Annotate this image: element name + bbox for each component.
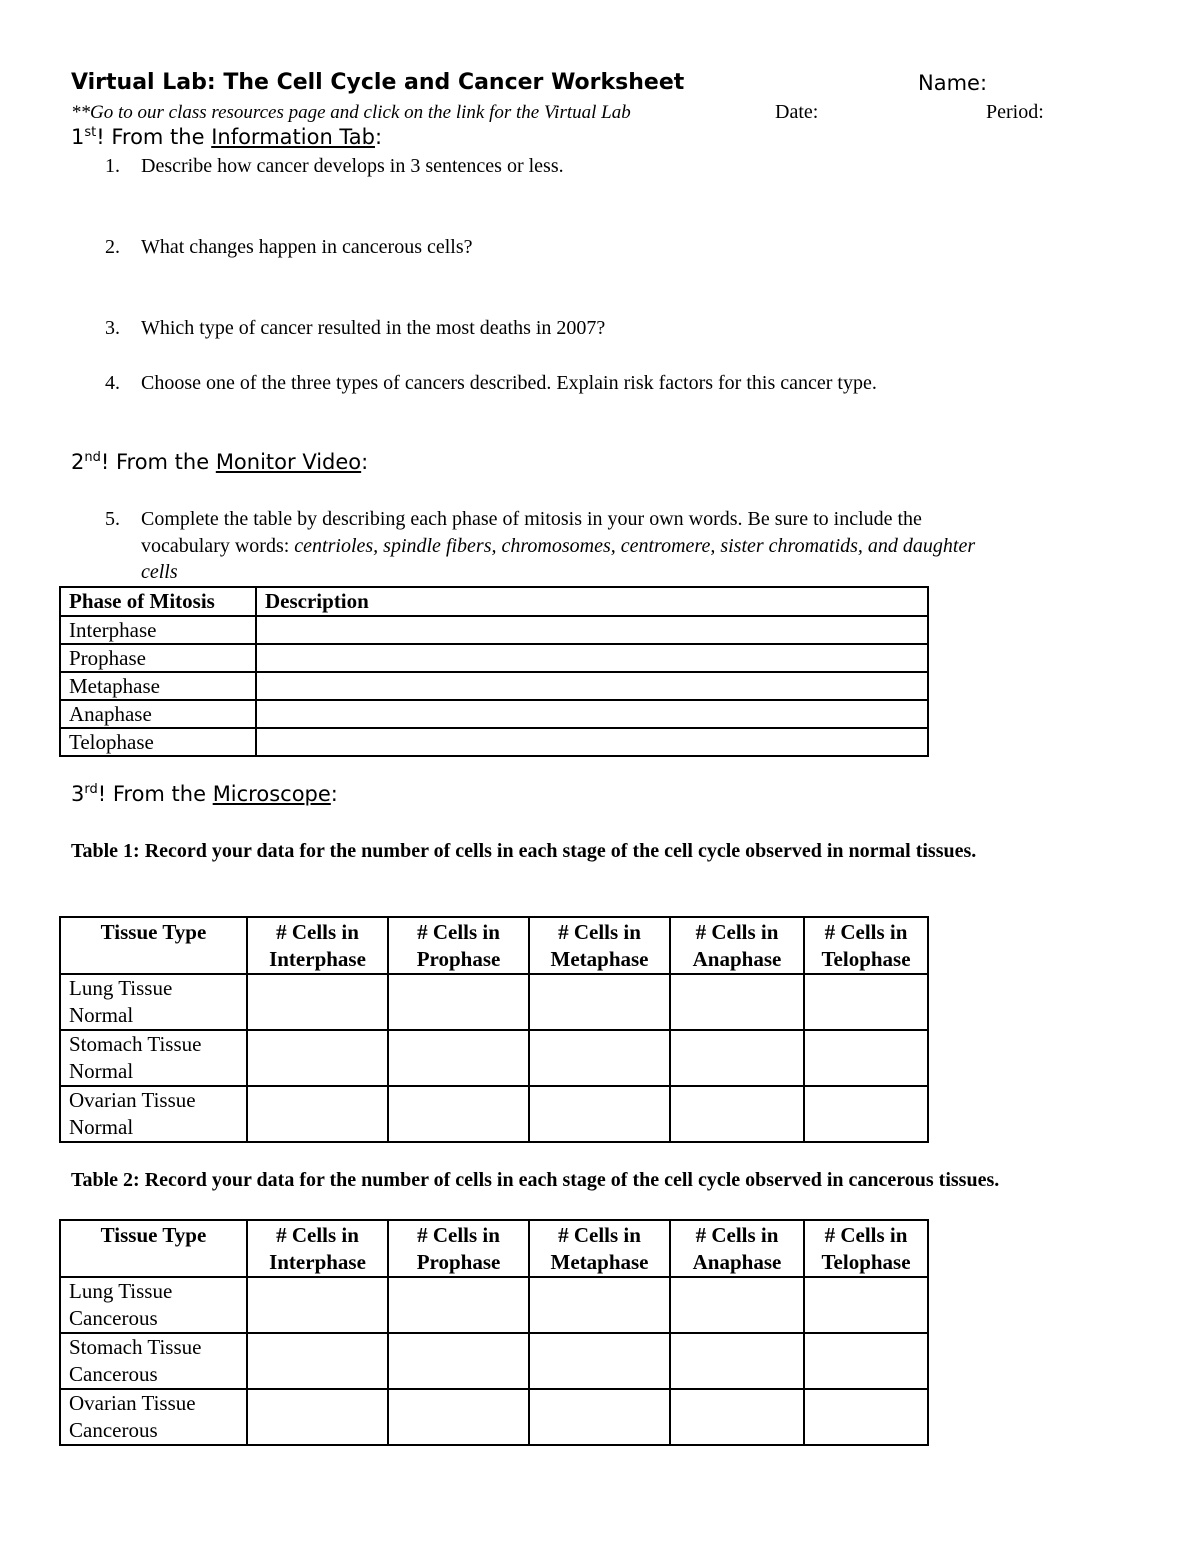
table-row	[60, 644, 928, 672]
date-label: Date:	[775, 101, 819, 123]
question-number: 1.	[105, 155, 120, 177]
table-row	[60, 974, 928, 1030]
question-text-line-3: cells	[141, 561, 178, 583]
header-line: Tissue Type	[100, 920, 207, 944]
section-prefix: ! From the	[97, 782, 213, 806]
column-header	[670, 917, 804, 974]
mitosis-table	[59, 586, 929, 757]
section-ordinal: nd	[84, 450, 101, 465]
data-cell[interactable]	[670, 1086, 804, 1142]
question-text-line-2	[141, 535, 975, 558]
tissue-name: Stomach Tissue	[69, 1335, 202, 1359]
phase-cell: Prophase	[60, 644, 256, 672]
table-header-row	[60, 1220, 928, 1277]
tissue-cell	[60, 1333, 247, 1389]
section-source-information-tab: Information Tab	[211, 125, 375, 149]
header-line: # Cells in	[417, 920, 500, 944]
tissue-condition: Cancerous	[69, 1418, 158, 1442]
tissue-name: Lung Tissue	[69, 976, 173, 1000]
data-cell[interactable]	[529, 1086, 670, 1142]
table-row	[60, 700, 928, 728]
description-cell[interactable]	[256, 644, 928, 672]
column-header	[529, 917, 670, 974]
data-cell[interactable]	[670, 1277, 804, 1333]
header-line: Prophase	[416, 947, 501, 971]
tissue-condition: Cancerous	[69, 1362, 158, 1386]
header-line: # Cells in	[558, 1223, 641, 1247]
header-line: # Cells in	[417, 1223, 500, 1247]
tissue-name: Ovarian Tissue	[69, 1391, 196, 1415]
data-cell[interactable]	[804, 1333, 928, 1389]
table-row	[60, 1333, 928, 1389]
column-header	[529, 1220, 670, 1277]
section-colon: :	[374, 125, 383, 149]
phase-cell: Telophase	[60, 728, 256, 756]
name-label: Name:	[918, 71, 988, 95]
tissue-cell	[60, 1086, 247, 1142]
data-cell[interactable]	[804, 1086, 928, 1142]
data-cell[interactable]	[670, 1389, 804, 1445]
header-line: Interphase	[269, 947, 366, 971]
description-cell[interactable]	[256, 700, 928, 728]
section-heading-1	[71, 125, 382, 149]
data-cell[interactable]	[804, 1030, 928, 1086]
section-ordinal: st	[84, 125, 97, 140]
data-cell[interactable]	[388, 1389, 529, 1445]
vocab-words: centrioles, spindle fibers, chromosomes, centromere, sister chromatids, and daughter	[294, 535, 976, 557]
question-text: Describe how cancer develops in 3 sentences or less.	[141, 155, 564, 177]
vocab-intro: vocabulary words:	[141, 535, 295, 557]
question-number: 5.	[105, 508, 120, 530]
data-cell[interactable]	[247, 1030, 388, 1086]
column-header	[388, 917, 529, 974]
header-line: # Cells in	[276, 920, 359, 944]
header-line: Interphase	[269, 1250, 366, 1274]
period-label: Period:	[986, 101, 1044, 123]
header-line: Anaphase	[692, 1250, 782, 1274]
data-cell[interactable]	[388, 1333, 529, 1389]
data-cell[interactable]	[804, 974, 928, 1030]
description-cell[interactable]	[256, 616, 928, 644]
data-cell[interactable]	[247, 974, 388, 1030]
column-header	[247, 1220, 388, 1277]
data-cell[interactable]	[804, 1277, 928, 1333]
question-text: Choose one of the three types of cancers described. Explain risk factors for this cancer type.	[141, 372, 877, 394]
table-row	[60, 1277, 928, 1333]
section-number: 3	[71, 782, 85, 806]
phase-cell: Interphase	[60, 616, 256, 644]
column-header	[60, 1220, 247, 1277]
data-cell[interactable]	[247, 1389, 388, 1445]
header-line: # Cells in	[824, 920, 908, 944]
section-prefix: ! From the	[100, 450, 216, 474]
table-header-row	[60, 587, 928, 616]
data-cell[interactable]	[529, 974, 670, 1030]
question-number: 4.	[105, 372, 120, 394]
data-cell[interactable]	[529, 1030, 670, 1086]
question-number: 3.	[105, 317, 120, 339]
header-line: Anaphase	[692, 947, 782, 971]
data-cell[interactable]	[529, 1277, 670, 1333]
data-cell[interactable]	[388, 974, 529, 1030]
tissue-cell	[60, 1277, 247, 1333]
table-row	[60, 1086, 928, 1142]
header-line: Metaphase	[550, 947, 649, 971]
header-line: # Cells in	[824, 1223, 908, 1247]
column-header	[804, 917, 928, 974]
section-prefix: ! From the	[96, 125, 212, 149]
tissue-name: Ovarian Tissue	[69, 1088, 196, 1112]
table-2-caption: Table 2: Record your data for the number of cells in each stage of the cell cycle observed in cancerous tissues.	[71, 1169, 1000, 1191]
header-line: # Cells in	[558, 920, 641, 944]
section-number: 2	[71, 450, 85, 474]
tissue-condition: Normal	[69, 1003, 134, 1027]
table-1-caption: Table 1: Record your data for the number of cells in each stage of the cell cycle observed in normal tissues.	[71, 840, 977, 862]
tissue-name: Stomach Tissue	[69, 1032, 202, 1056]
page-title: Virtual Lab: The Cell Cycle and Cancer Worksheet	[71, 70, 685, 95]
header-line: Metaphase	[550, 1250, 649, 1274]
tissue-condition: Cancerous	[69, 1306, 158, 1330]
data-cell[interactable]	[529, 1333, 670, 1389]
section-number: 1	[71, 125, 85, 149]
question-text: Which type of cancer resulted in the most deaths in 2007?	[141, 317, 606, 339]
data-cell[interactable]	[670, 974, 804, 1030]
section-heading-2	[71, 450, 368, 474]
data-cell[interactable]	[247, 1333, 388, 1389]
data-cell[interactable]	[388, 1086, 529, 1142]
data-cell[interactable]	[804, 1389, 928, 1445]
tissue-condition: Normal	[69, 1115, 134, 1139]
table-row	[60, 672, 928, 700]
table-row	[60, 1389, 928, 1445]
section-colon: :	[361, 450, 369, 474]
header-line: Telophase	[821, 1250, 911, 1274]
column-header	[247, 917, 388, 974]
question-text-line-1: Complete the table by describing each phase of mitosis in your own words. Be sure to include the	[141, 508, 922, 530]
data-cell[interactable]	[529, 1389, 670, 1445]
column-header: Description	[256, 587, 928, 616]
tissue-name: Lung Tissue	[69, 1279, 173, 1303]
description-cell[interactable]	[256, 728, 928, 756]
table-2-cancerous-tissues	[59, 1219, 929, 1446]
question-text: What changes happen in cancerous cells?	[141, 236, 473, 258]
column-header	[60, 917, 247, 974]
data-cell[interactable]	[247, 1277, 388, 1333]
data-cell[interactable]	[388, 1030, 529, 1086]
table-row	[60, 728, 928, 756]
header-line: # Cells in	[276, 1223, 359, 1247]
column-header	[388, 1220, 529, 1277]
phase-cell: Metaphase	[60, 672, 256, 700]
header-line: Telophase	[821, 947, 911, 971]
tissue-cell	[60, 1389, 247, 1445]
table-row	[60, 616, 928, 644]
header-line: Prophase	[416, 1250, 501, 1274]
data-cell[interactable]	[388, 1277, 529, 1333]
question-number: 2.	[105, 236, 120, 258]
column-header: Phase of Mitosis	[60, 587, 256, 616]
section-heading-3	[71, 782, 338, 806]
table-1-normal-tissues	[59, 916, 929, 1143]
column-header	[670, 1220, 804, 1277]
column-header	[804, 1220, 928, 1277]
header-line: # Cells in	[695, 1223, 779, 1247]
tissue-condition: Normal	[69, 1059, 134, 1083]
table-row	[60, 1030, 928, 1086]
data-cell[interactable]	[247, 1086, 388, 1142]
section-colon: :	[330, 782, 338, 806]
section-source-microscope: Microscope	[212, 782, 331, 806]
header-line: # Cells in	[695, 920, 779, 944]
instruction-text: **Go to our class resources page and click on the link for the Virtual Lab	[71, 102, 631, 123]
tissue-cell	[60, 974, 247, 1030]
description-cell[interactable]	[256, 672, 928, 700]
data-cell[interactable]	[670, 1030, 804, 1086]
data-cell[interactable]	[670, 1333, 804, 1389]
section-source-monitor-video: Monitor Video	[215, 450, 362, 474]
table-header-row	[60, 917, 928, 974]
section-ordinal: rd	[84, 782, 98, 797]
phase-cell: Anaphase	[60, 700, 256, 728]
header-line: Tissue Type	[100, 1223, 207, 1247]
tissue-cell	[60, 1030, 247, 1086]
